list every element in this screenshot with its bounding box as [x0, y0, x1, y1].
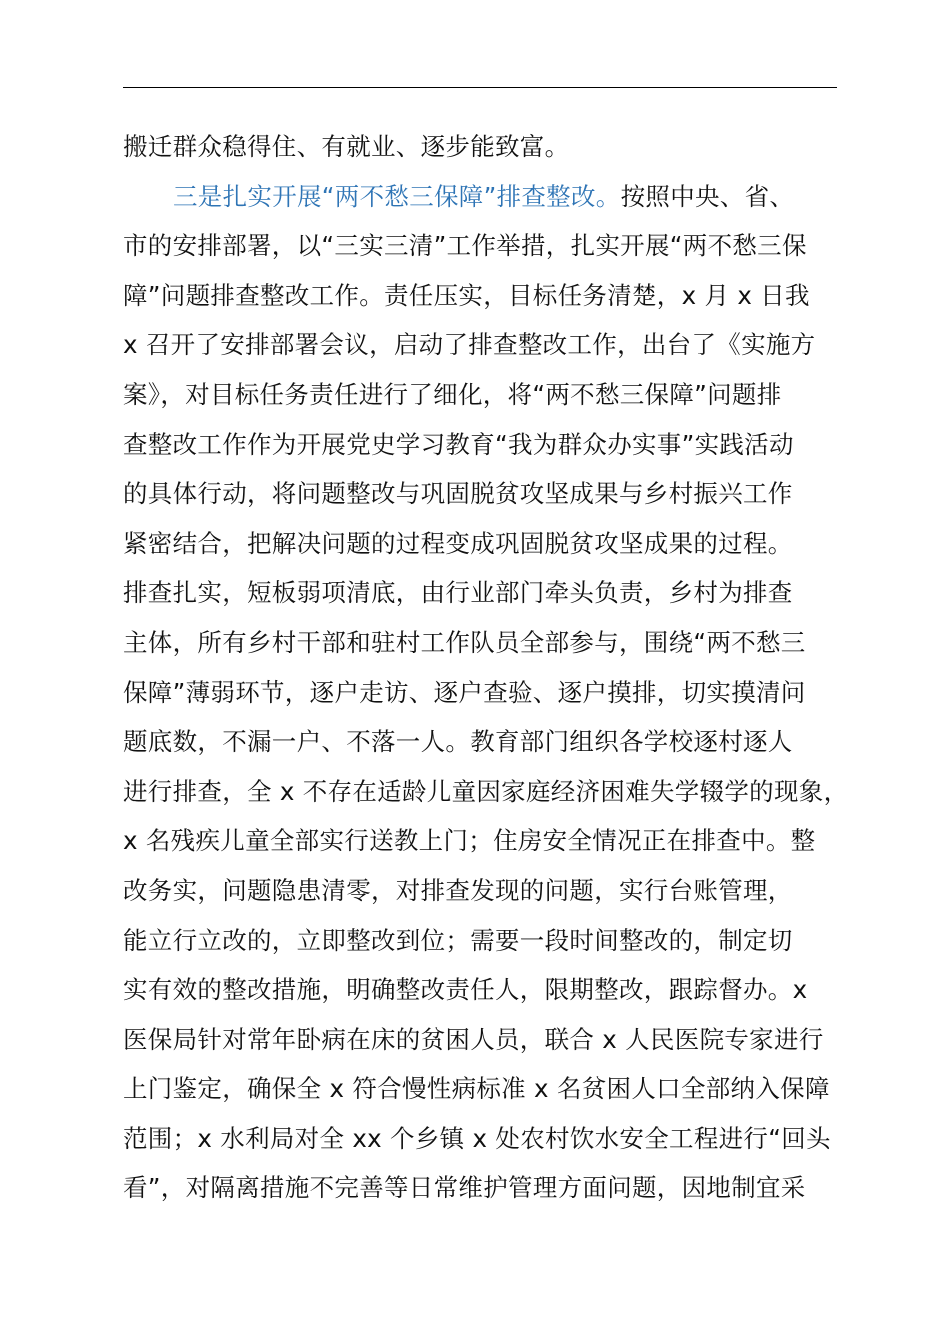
document-body — [123, 122, 849, 1213]
text-line: 看”，对隔离措施不完善等日常维护管理方面问题，因地制宜采 — [123, 1173, 806, 1203]
text-line: 保障”薄弱环节，逐户走访、逐户查验、逐户摸排，切实摸清问 — [123, 677, 806, 707]
paragraph-start-line — [123, 172, 843, 222]
text-line: 实有效的整改措施，明确整改责任人，限期整改，跟踪督办。x — [123, 975, 808, 1005]
text-line: 范围；x 水利局对全 xx 个乡镇 x 处农村饮水安全工程进行“回头 — [123, 1123, 831, 1153]
text-line: 的具体行动，将问题整改与巩固脱贫攻坚成果与乡村振兴工作 — [123, 479, 793, 509]
text-line: 障”问题排查整改工作。责任压实，目标任务清楚，x 月 x 日我 — [123, 280, 810, 310]
text-line: 能立行立改的，立即整改到位；需要一段时间整改的，制定切 — [123, 925, 793, 955]
text-line: 上门鉴定，确保全 x 符合慢性病标准 x 名贫困人口全部纳入保障 — [123, 1074, 830, 1104]
section-heading: 三是扎实开展“两不愁三保障”排查整改。 — [173, 181, 621, 211]
text-line: 紧密结合，把解决问题的过程变成巩固脱贫攻坚成果的过程。 — [123, 528, 793, 558]
text-line: 市的安排部署，以“三实三清”工作举措，扎实开展“两不愁三保 — [123, 231, 807, 261]
text-line: 改务实，问题隐患清零，对排查发现的问题，实行台账管理， — [123, 875, 793, 905]
text-line: 主体，所有乡村干部和驻村工作队员全部参与，围绕“两不愁三 — [123, 627, 806, 657]
text-line: x 名残疾儿童全部实行送教上门；住房安全情况正在排查中。整 — [123, 826, 816, 856]
text-line: 题底数，不漏一户、不落一人。教育部门组织各学校逐村逐人 — [123, 727, 793, 757]
text-line: 排查扎实，短板弱项清底，由行业部门牵头负责，乡村为排查 — [123, 578, 793, 608]
text-line: x 召开了安排部署会议，启动了排查整改工作，出台了《实施方 — [123, 330, 816, 360]
text-line: 医保局针对常年卧病在床的贫困人员，联合 x 人民医院专家进行 — [123, 1024, 824, 1054]
text-line: 进行排查，全 x 不存在适龄儿童因家庭经济困难失学辍学的现象， — [123, 776, 849, 806]
header-rule — [123, 87, 837, 88]
text-line: 案》，对目标任务责任进行了细化，将“两不愁三保障”问题排 — [123, 379, 782, 409]
text-segment: 按照中央、省、 — [620, 181, 795, 211]
text-line: 搬迁群众稳得住、有就业、逐步能致富。 — [123, 132, 570, 161]
text-line: 查整改工作作为开展党史学习教育“我为群众办实事”实践活动 — [123, 429, 794, 459]
